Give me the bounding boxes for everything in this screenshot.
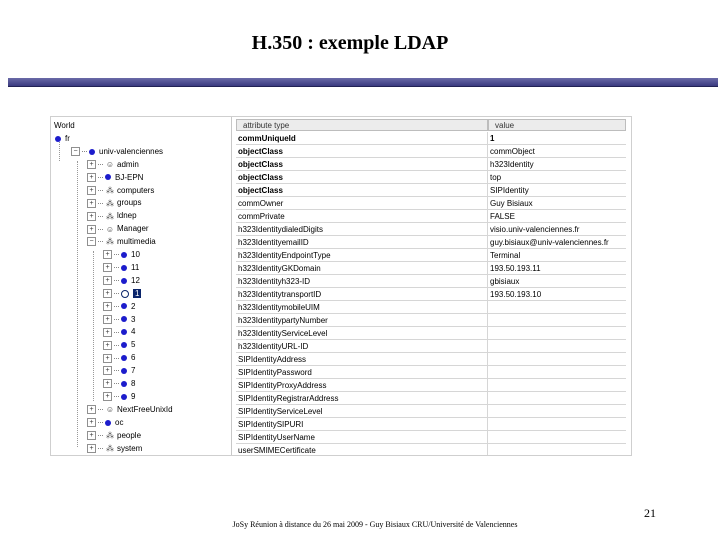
attribute-name-cell[interactable]: userSMIMECertificate [236, 444, 488, 456]
tree-node[interactable] [103, 248, 140, 261]
tree-node[interactable] [55, 132, 70, 145]
tree-node-label: 9 [131, 391, 136, 401]
tree-connector [98, 229, 103, 230]
attribute-name-cell[interactable]: h323IdentityEndpointType [236, 249, 488, 262]
tree-node[interactable] [87, 442, 142, 455]
expand-icon[interactable]: + [103, 392, 112, 401]
expand-icon[interactable]: + [103, 328, 112, 337]
attribute-name-cell[interactable]: objectClass [236, 145, 488, 158]
expand-icon[interactable]: + [87, 173, 96, 182]
tree-connector [114, 345, 119, 346]
tree-node-label: 12 [131, 275, 140, 285]
tree-node[interactable] [71, 145, 163, 158]
attribute-value-cell[interactable] [488, 314, 626, 327]
attribute-value-cell[interactable]: h323Identity [488, 158, 626, 171]
tree-connector [114, 383, 119, 384]
tree-node-label: computers [117, 185, 155, 195]
attribute-value-cell[interactable] [488, 366, 626, 379]
entry-dot-icon [121, 329, 127, 335]
tree-node-label: people [117, 430, 142, 440]
tree-connector [114, 267, 119, 268]
attribute-value-cell[interactable] [488, 301, 626, 314]
attribute-name-cell[interactable]: h323IdentityURL-ID [236, 340, 488, 353]
tree-node[interactable] [87, 158, 139, 171]
tree-node[interactable] [103, 351, 135, 364]
group-icon: ⁂ [106, 443, 114, 453]
tree-connector [114, 319, 119, 320]
tree-connector [98, 422, 103, 423]
selected-entry-icon [121, 290, 129, 298]
attribute-value-cell[interactable] [488, 327, 626, 340]
tree-connector [98, 216, 103, 217]
attribute-value-cell[interactable]: top [488, 171, 626, 184]
attribute-value-cell[interactable] [488, 431, 626, 444]
tree-connector [98, 177, 103, 178]
attribute-value-cell[interactable] [488, 444, 626, 456]
tree-connector [98, 435, 103, 436]
expand-icon[interactable]: + [103, 341, 112, 350]
attribute-name-cell[interactable]: h323IdentityServiceLevel [236, 327, 488, 340]
tree-node[interactable] [87, 403, 173, 416]
expand-icon[interactable]: + [87, 418, 96, 427]
tree-node-label: multimedia [117, 237, 156, 247]
tree-node[interactable] [103, 287, 141, 300]
tree-node-label: Manager [117, 224, 149, 234]
tree-node-label: univ-valenciennes [99, 146, 164, 156]
tree-node-label: World [54, 121, 75, 130]
tree-node-label: NextFreeUnixId [117, 404, 173, 414]
expand-icon[interactable]: + [103, 302, 112, 311]
expand-icon[interactable]: + [103, 366, 112, 375]
attribute-value-cell[interactable]: Terminal [488, 249, 626, 262]
person-icon: ☺ [105, 224, 115, 234]
tree-node[interactable] [103, 364, 135, 377]
slide-footer: JoSy Réunion à distance du 26 mai 2009 - Guy Bisiaux CRU/Université de Valenciennes [232, 520, 518, 529]
tree-node[interactable] [103, 313, 135, 326]
attribute-name-cell[interactable]: SIPIdentityAddress [236, 353, 488, 366]
collapse-icon[interactable]: − [71, 147, 80, 156]
tree-connector [82, 151, 87, 152]
expand-icon[interactable]: + [103, 354, 112, 363]
attribute-value-cell[interactable]: guy.bisiaux@univ-valenciennes.fr [488, 236, 626, 249]
group-icon: ⁂ [106, 198, 114, 208]
group-icon: ⁂ [106, 237, 114, 247]
tree-node-label: system [117, 443, 143, 453]
tree-node[interactable] [87, 416, 123, 429]
tree-node-label: ldnep [117, 211, 137, 221]
expand-icon[interactable]: + [103, 379, 112, 388]
expand-icon[interactable]: + [103, 263, 112, 272]
tree-node-label: BJ-EPN [115, 172, 144, 182]
tree-node-label: 2 [131, 301, 136, 311]
expand-icon[interactable]: + [87, 160, 96, 169]
attribute-value-cell[interactable] [488, 418, 626, 431]
attribute-name-cell[interactable]: h323IdentitydialedDigits [236, 223, 488, 236]
group-icon: ⁂ [106, 430, 114, 440]
tree-node[interactable] [103, 261, 139, 274]
tree-node[interactable] [103, 377, 135, 390]
column-header-attribute-type[interactable]: attribute type [236, 119, 488, 131]
tree-node[interactable] [87, 235, 156, 248]
tree-node[interactable] [103, 390, 135, 403]
tree-node-label: 4 [131, 327, 136, 337]
expand-icon[interactable]: + [87, 444, 96, 453]
attribute-value-cell[interactable]: Guy Bisiaux [488, 197, 626, 210]
tree-connector [114, 280, 119, 281]
expand-icon[interactable]: + [87, 225, 96, 234]
tree-node-label: 6 [131, 353, 136, 363]
tree-node[interactable] [103, 300, 135, 313]
tree-node-label: 1 [135, 288, 140, 298]
entry-dot-icon [121, 316, 127, 322]
attribute-name-cell[interactable]: h323Identityh323-ID [236, 275, 488, 288]
attribute-name-cell[interactable]: SIPIdentityUserName [236, 431, 488, 444]
entry-dot-icon [105, 420, 111, 426]
expand-icon[interactable]: + [103, 289, 112, 298]
attribute-value-cell[interactable] [488, 379, 626, 392]
attribute-name-cell[interactable]: objectClass [236, 171, 488, 184]
tree-node-label: admin [117, 159, 139, 169]
tree-node[interactable] [87, 429, 141, 442]
tree-node[interactable] [54, 119, 75, 132]
expand-icon[interactable]: + [87, 431, 96, 440]
entry-dot-icon [121, 394, 127, 400]
tree-node[interactable] [103, 274, 140, 287]
attribute-value-cell[interactable] [488, 392, 626, 405]
tree-connector [114, 332, 119, 333]
attribute-name-cell[interactable]: SIPIdentityServiceLevel [236, 405, 488, 418]
attribute-name-cell[interactable]: SIPIdentityRegistrarAddress [236, 392, 488, 405]
entry-dot-icon [105, 174, 111, 180]
tree-node-label: 8 [131, 379, 136, 388]
attribute-name-cell[interactable]: commUniqueId [236, 132, 488, 145]
tree-node-label: 10 [131, 250, 140, 259]
attribute-name-cell[interactable]: SIPIdentitySIPURI [236, 418, 488, 431]
attribute-name-cell[interactable]: h323IdentitymobileUIM [236, 301, 488, 314]
attribute-name-cell[interactable]: h323IdentitypartyNumber [236, 314, 488, 327]
directory-tree-panel [51, 117, 232, 455]
attribute-name-cell[interactable]: SIPIdentityProxyAddress [236, 379, 488, 392]
tree-node-label: oc [115, 417, 124, 427]
expand-icon[interactable]: + [103, 315, 112, 324]
attribute-name-cell[interactable]: h323IdentityGKDomain [236, 262, 488, 275]
entry-dot-icon [121, 278, 127, 284]
entry-dot-icon [121, 381, 127, 387]
entry-dot-icon [121, 355, 127, 361]
attribute-value-cell[interactable]: FALSE [488, 210, 626, 223]
tree-node-label: groups [117, 198, 142, 208]
tree-node[interactable] [87, 184, 154, 197]
expand-icon[interactable]: + [87, 199, 96, 208]
entry-dot-icon [121, 252, 127, 258]
attribute-name-cell[interactable]: commOwner [236, 197, 488, 210]
tree-node[interactable] [103, 338, 135, 351]
tree-connector [98, 164, 103, 165]
tree-guide-line [93, 251, 94, 401]
entry-dot-icon [121, 265, 127, 271]
attribute-value-cell[interactable]: 1 [488, 132, 626, 145]
collapse-icon[interactable]: − [87, 237, 96, 246]
attribute-name-cell[interactable]: SIPIdentityPassword [236, 366, 488, 379]
tree-guide-line [77, 161, 78, 447]
tree-node[interactable] [87, 209, 137, 222]
slide-title: H.350 : exemple LDAP [251, 32, 449, 54]
expand-icon[interactable]: + [87, 212, 96, 221]
expand-icon[interactable]: + [103, 276, 112, 285]
tree-connector [98, 409, 103, 410]
title-divider-bar [8, 78, 718, 87]
tree-connector [114, 396, 119, 397]
entry-dot-icon [89, 149, 95, 155]
tree-connector [114, 370, 119, 371]
tree-node-label: 3 [131, 314, 136, 324]
ldap-browser-screenshot [50, 116, 632, 456]
entry-dot-icon [121, 342, 127, 348]
attribute-name-cell[interactable]: h323IdentitytransportID [236, 288, 488, 301]
tree-node-label: 7 [131, 366, 136, 376]
group-icon: ⁂ [106, 185, 114, 195]
tree-node-label: fr [65, 133, 70, 143]
page-number: 21 [644, 506, 656, 520]
attribute-value-cell[interactable] [488, 340, 626, 353]
tree-node[interactable] [87, 222, 149, 235]
tree-connector [114, 358, 119, 359]
group-icon: ⁂ [106, 211, 114, 221]
attribute-value-cell[interactable]: commObject [488, 145, 626, 158]
expand-icon[interactable]: + [103, 250, 112, 259]
person-icon: ☺ [105, 405, 115, 415]
tree-node[interactable] [87, 196, 141, 209]
attribute-value-cell[interactable] [488, 405, 626, 418]
entry-dot-icon [121, 368, 127, 374]
entry-dot-icon [55, 136, 61, 142]
attribute-value-cell[interactable]: 193.50.193.11 [488, 262, 626, 275]
attribute-value-cell[interactable]: SIPIdentity [488, 184, 626, 197]
attribute-value-cell[interactable]: 193.50.193.10 [488, 288, 626, 301]
tree-node[interactable] [103, 325, 135, 338]
attribute-name-cell[interactable]: h323IdentityemailID [236, 236, 488, 249]
tree-connector [114, 293, 119, 294]
expand-icon[interactable]: + [87, 405, 96, 414]
attribute-value-cell[interactable]: visio.univ-valenciennes.fr [488, 223, 626, 236]
tree-node[interactable] [87, 171, 143, 184]
attribute-name-cell[interactable]: objectClass [236, 158, 488, 171]
expand-icon[interactable]: + [87, 186, 96, 195]
attribute-table [232, 117, 631, 455]
attribute-value-cell[interactable] [488, 353, 626, 366]
tree-connector [98, 190, 103, 191]
person-icon: ☺ [105, 160, 115, 170]
tree-connector [98, 241, 103, 242]
attribute-value-cell[interactable]: gbisiaux [488, 275, 626, 288]
tree-node-label: 5 [131, 340, 136, 350]
tree-node-label: 11 [131, 262, 140, 272]
tree-connector [114, 254, 119, 255]
entry-dot-icon [121, 303, 127, 309]
tree-connector [114, 306, 119, 307]
column-header-value[interactable]: value [488, 119, 626, 131]
tree-connector [98, 203, 103, 204]
tree-connector [98, 448, 103, 449]
attribute-name-cell[interactable]: commPrivate [236, 210, 488, 223]
attribute-name-cell[interactable]: objectClass [236, 184, 488, 197]
